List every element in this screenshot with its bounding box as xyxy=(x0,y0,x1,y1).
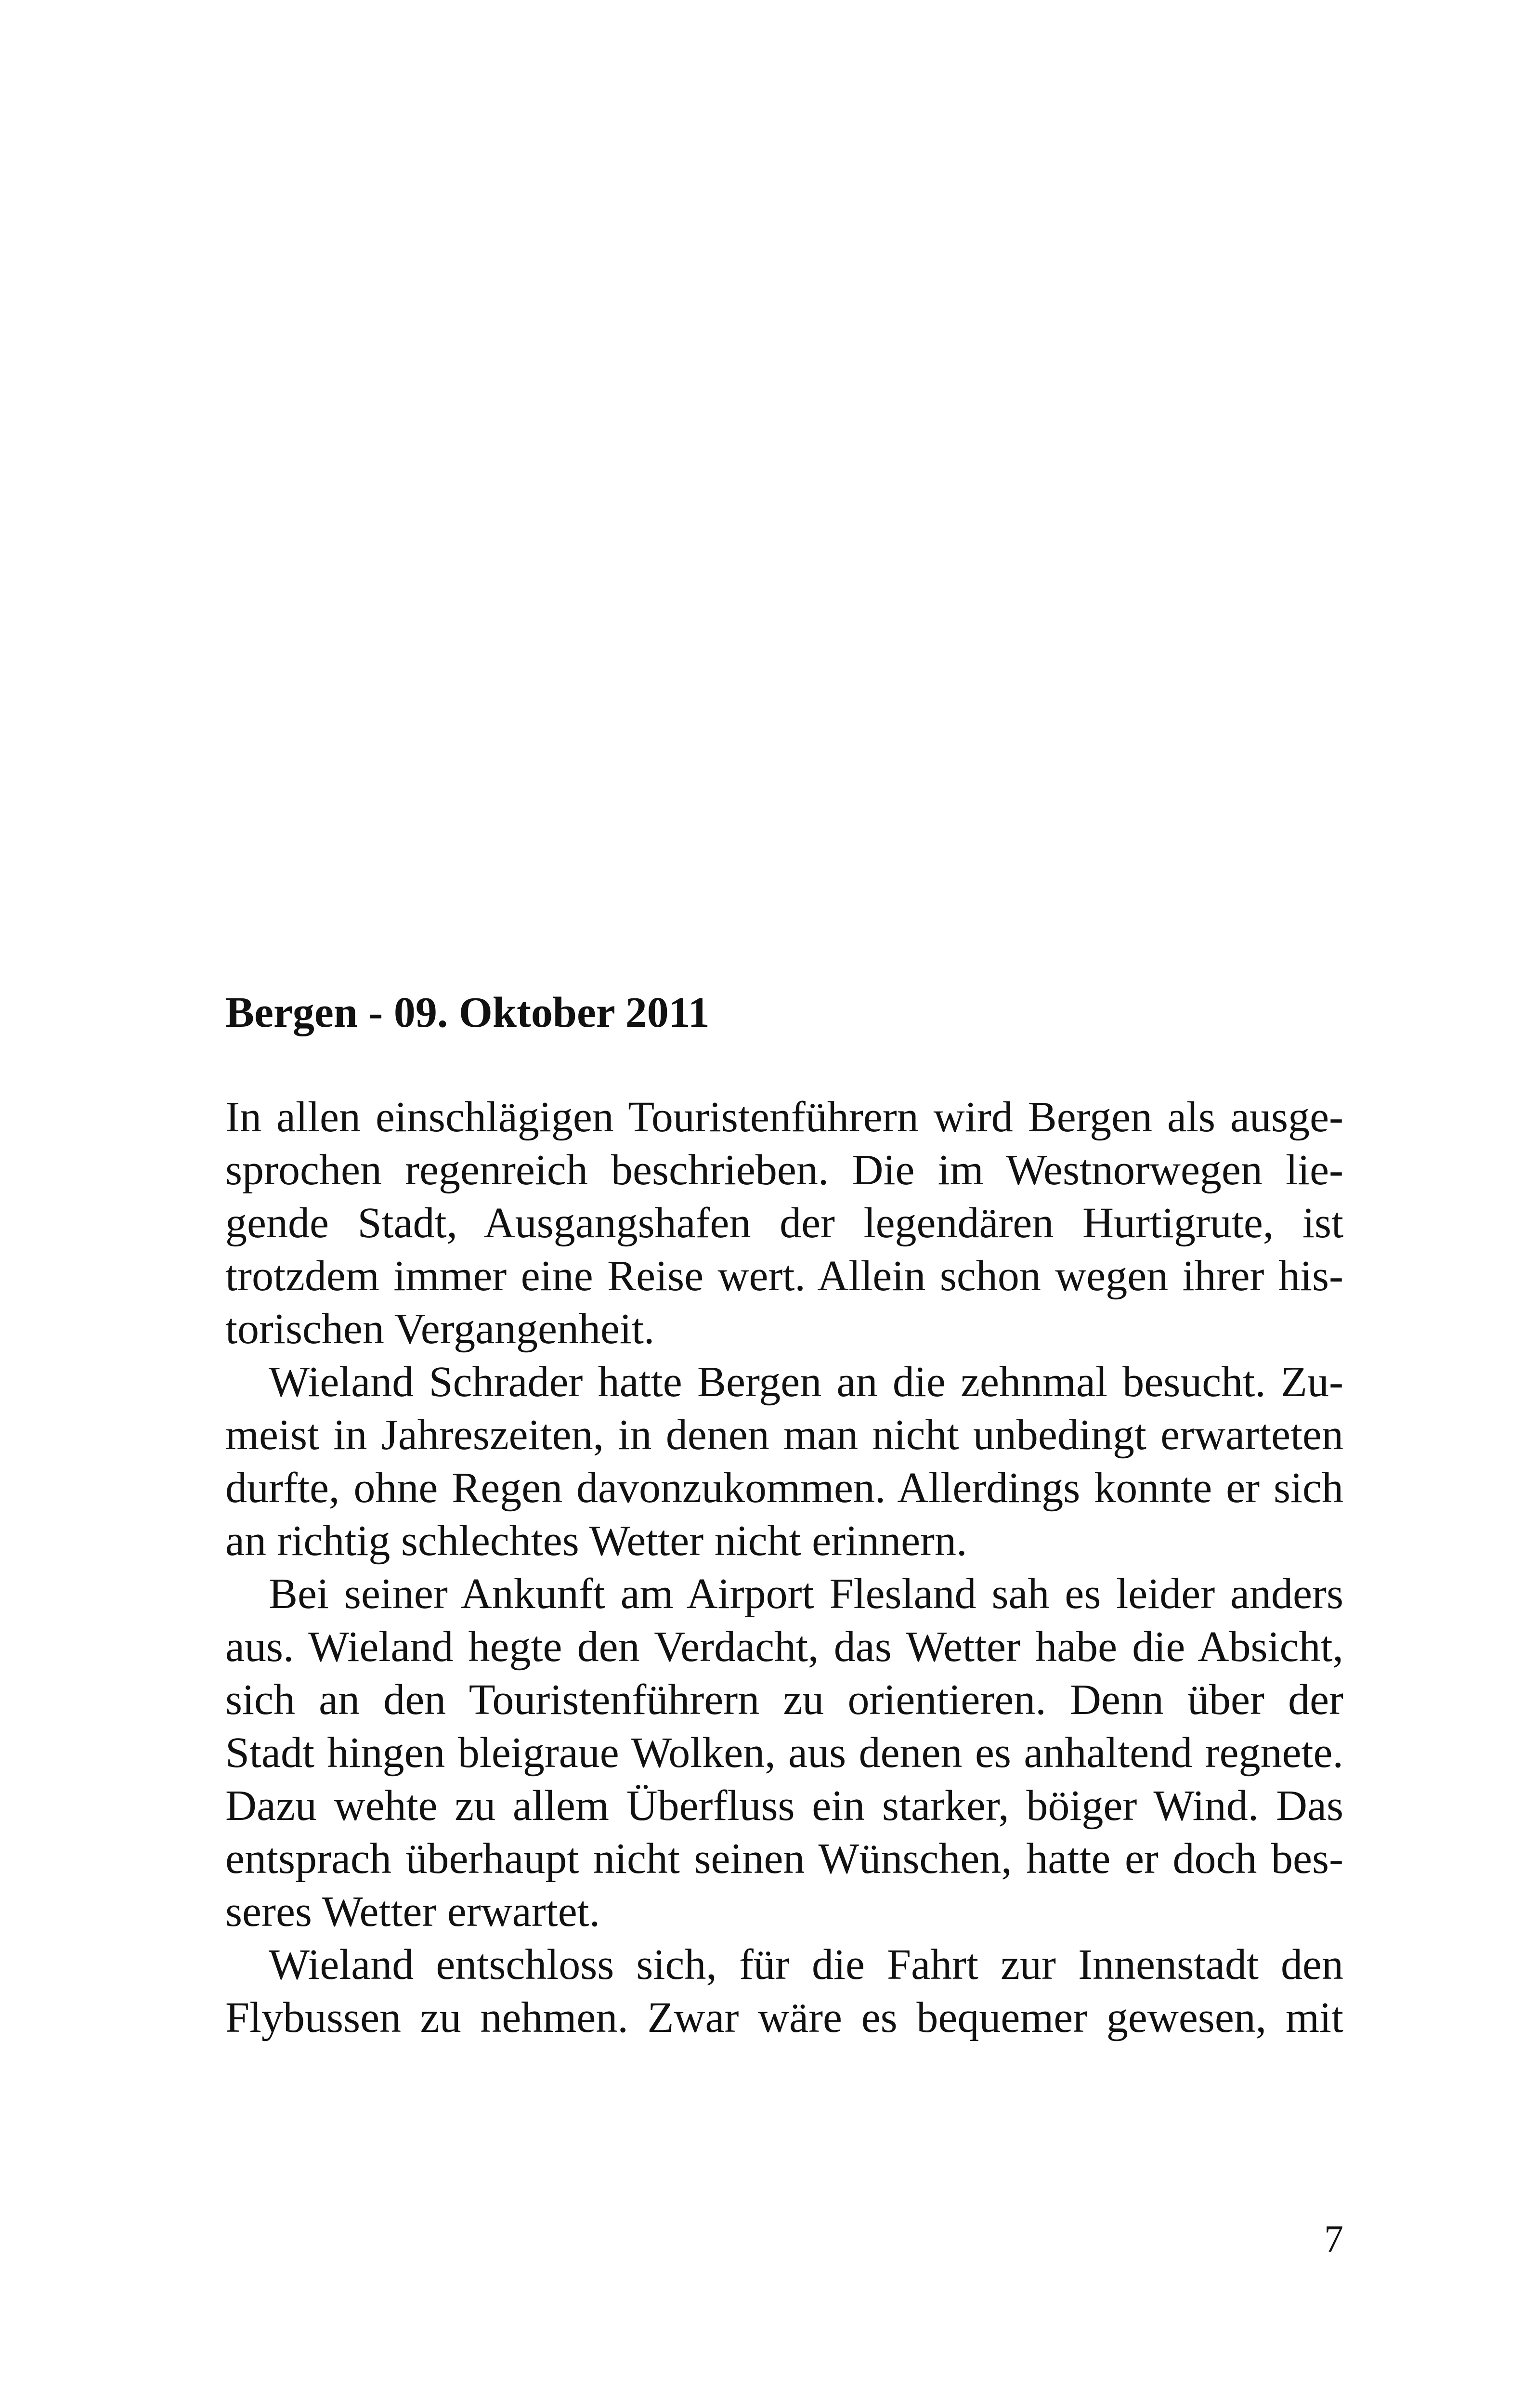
text-line: sich an den Touristenführern zu orientieren. Denn über der xyxy=(225,1676,1343,1724)
text-line: seres Wetter erwartet. xyxy=(225,1888,600,1936)
text-line: Wieland entschloss sich, für die Fahrt zur Innenstadt den xyxy=(269,1941,1343,1989)
text-line: meist in Jahreszeiten, in denen man nicht unbedingt erwarteten xyxy=(225,1411,1343,1459)
text-line: Flybussen zu nehmen. Zwar wäre es bequemer gewesen, mit xyxy=(225,1994,1343,2042)
text-line: In allen einschlägigen Touristenführern wird Bergen als ausge- xyxy=(225,1093,1343,1141)
text-line: an richtig schlechtes Wetter nicht erinnern. xyxy=(225,1517,967,1565)
text-line: sprochen regenreich beschrieben. Die im Westnorwegen lie- xyxy=(225,1146,1343,1194)
text-line: durfte, ohne Regen davonzukommen. Allerdings konnte er sich xyxy=(225,1464,1343,1512)
text-line: torischen Vergangenheit. xyxy=(225,1305,655,1353)
text-line: Wieland Schrader hatte Bergen an die zehnmal besucht. Zu- xyxy=(269,1358,1343,1406)
text-line: Dazu wehte zu allem Überfluss ein starker, böiger Wind. Das xyxy=(225,1782,1343,1830)
text-line: gende Stadt, Ausgangshafen der legendären Hurtigrute, ist xyxy=(225,1199,1343,1247)
page-number: 7 xyxy=(1324,2218,1343,2261)
text-line: trotzdem immer eine Reise wert. Allein schon wegen ihrer his- xyxy=(225,1252,1343,1300)
text-line: aus. Wieland hegte den Verdacht, das Wetter habe die Absicht, xyxy=(225,1623,1343,1671)
text-line: entsprach überhaupt nicht seinen Wünschen, hatte er doch bes- xyxy=(225,1835,1343,1883)
chapter-heading: Bergen - 09. Oktober 2011 xyxy=(225,989,710,1036)
text-line: Stadt hingen bleigraue Wolken, aus denen es anhaltend regnete. xyxy=(225,1729,1343,1777)
text-line: Bei seiner Ankunft am Airport Flesland sah es leider anders xyxy=(269,1570,1343,1618)
